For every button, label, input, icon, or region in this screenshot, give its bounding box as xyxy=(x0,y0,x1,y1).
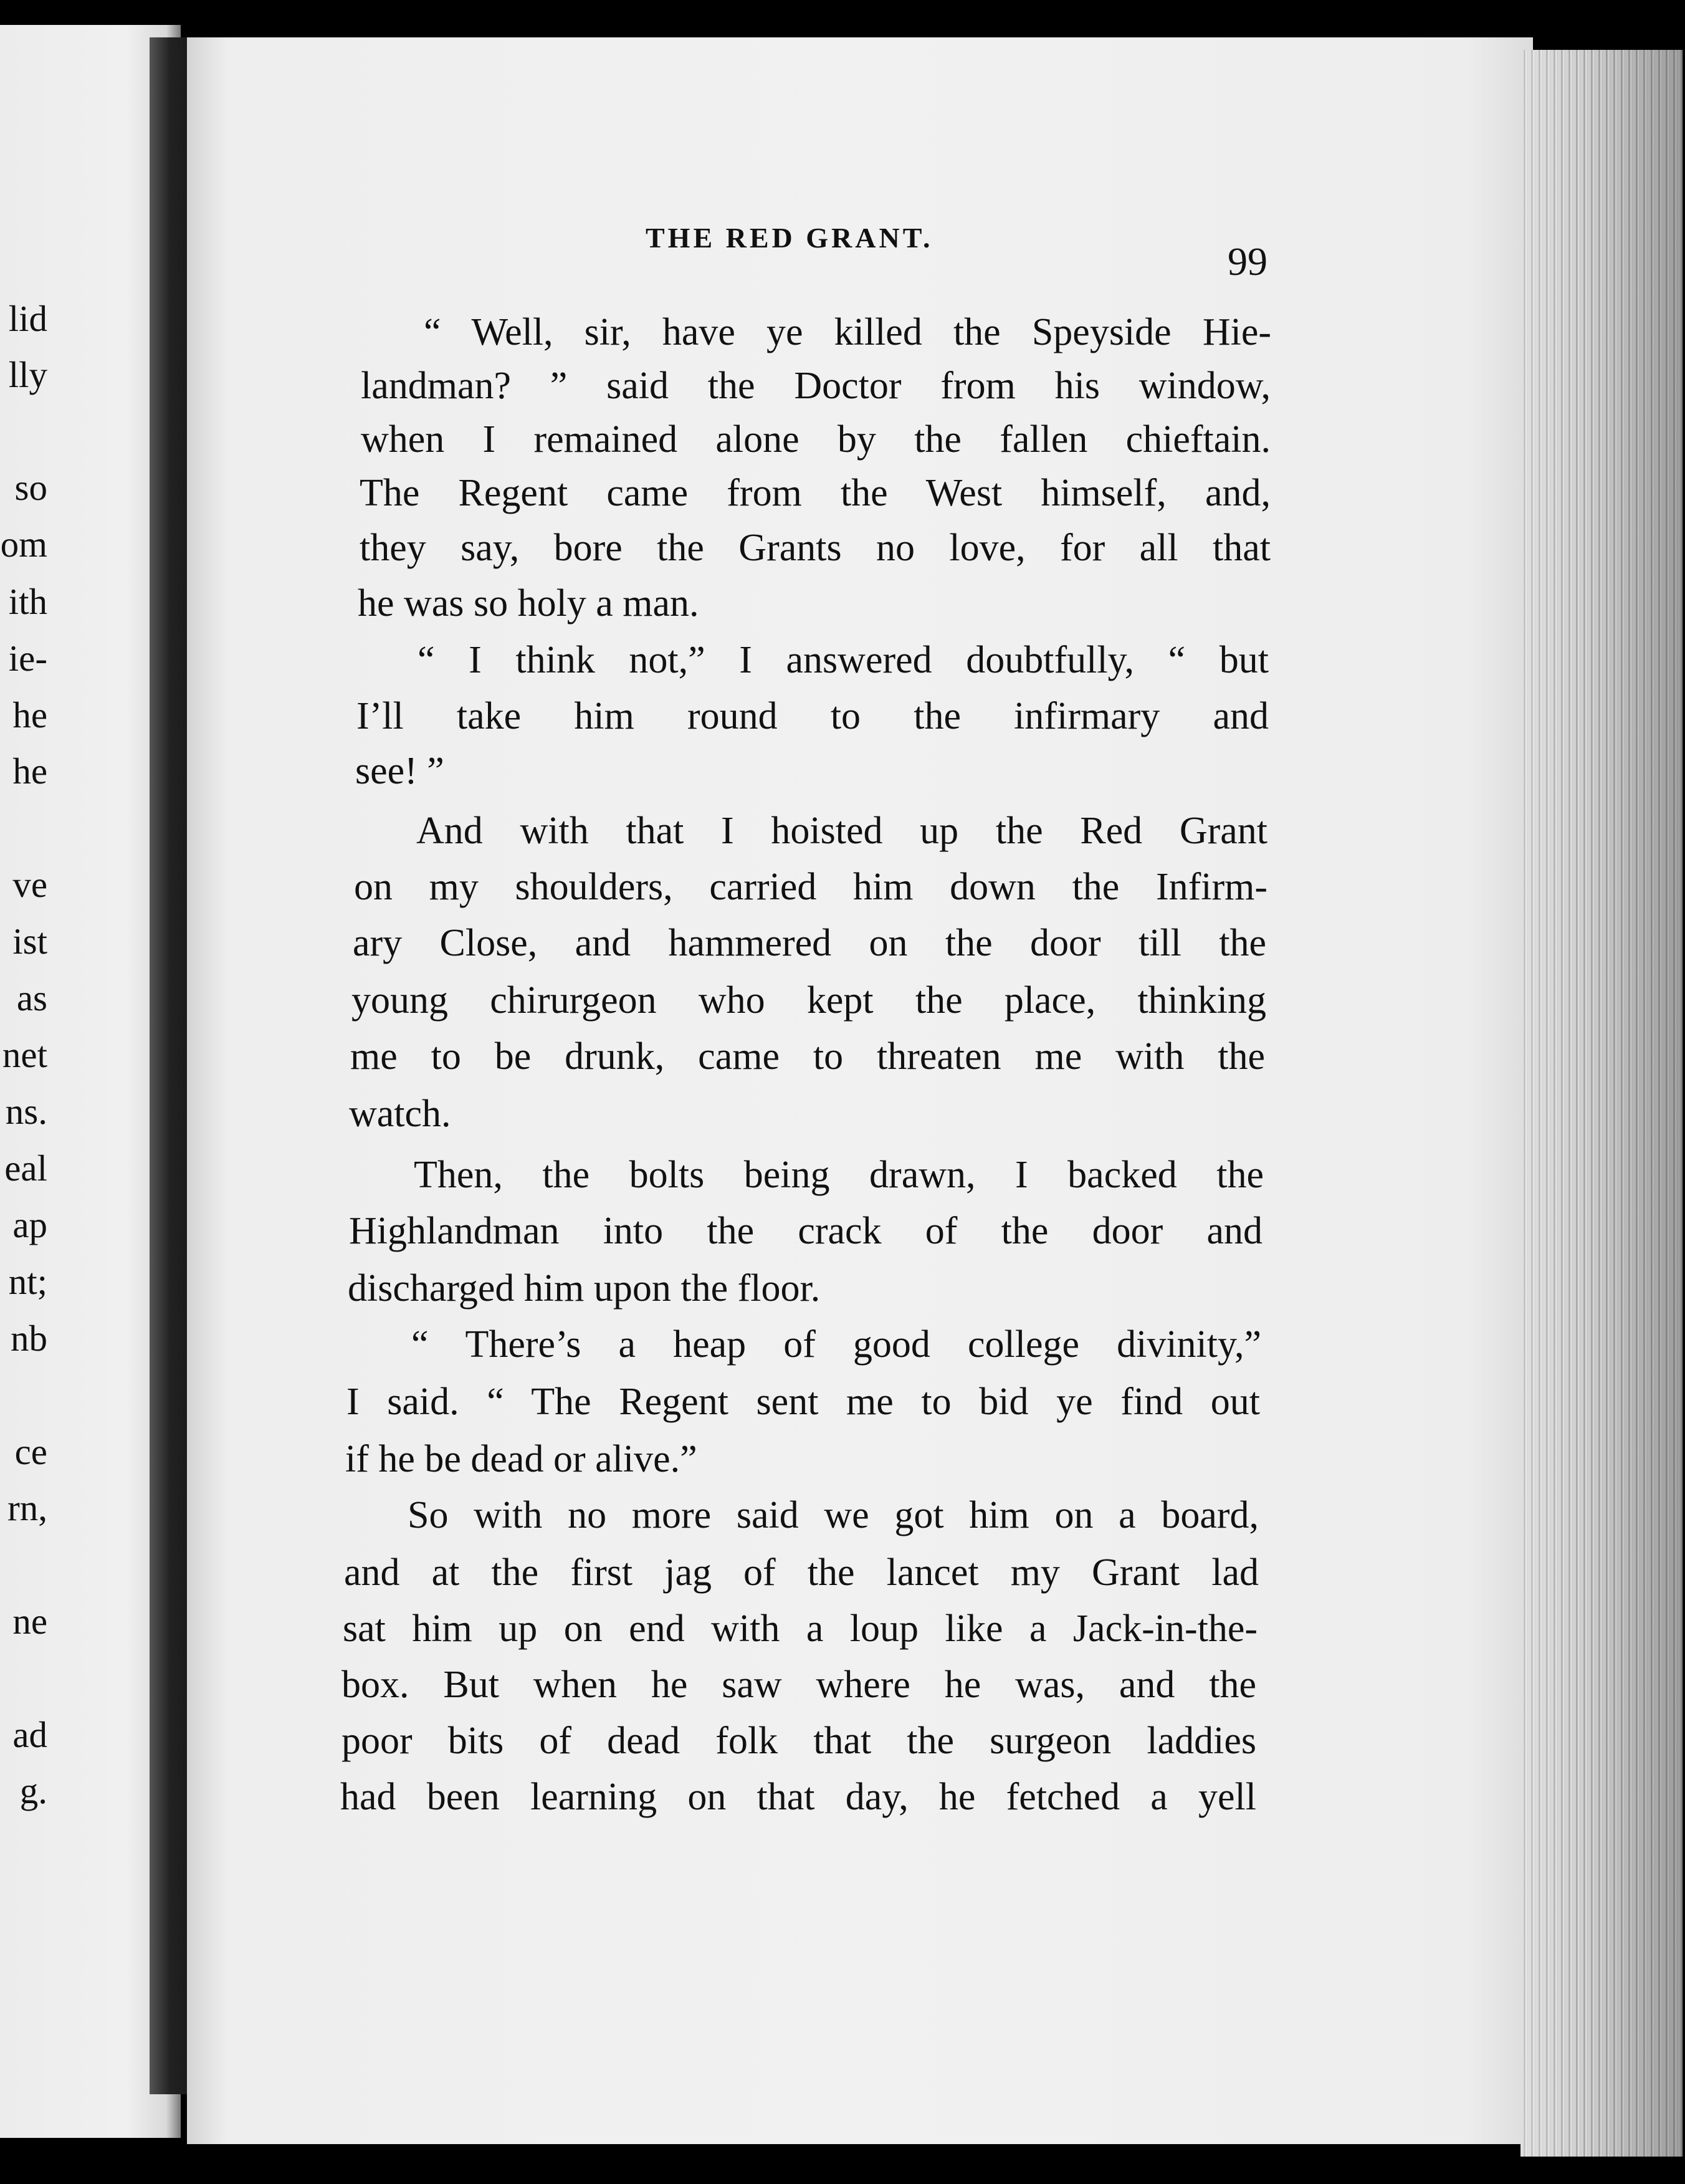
text-line: “ There’s a heap of good college divinity,” xyxy=(411,1323,1261,1366)
text-line: Highlandman into the crack of the door and xyxy=(349,1210,1263,1252)
text-line: “ I think not,” I answered doubtfully, “ but xyxy=(418,639,1269,681)
left-text-fragment: net xyxy=(2,1034,47,1075)
left-text-fragment: ce xyxy=(14,1431,47,1472)
left-text-fragment: g. xyxy=(19,1770,47,1811)
left-text-fragment: he xyxy=(12,750,47,792)
left-text-fragment: rn, xyxy=(7,1487,47,1528)
left-text-fragment: lid xyxy=(8,298,47,339)
page-edges-shade xyxy=(1520,50,1683,2157)
left-text-fragment: nb xyxy=(11,1318,47,1359)
left-text-fragment: ns. xyxy=(5,1091,47,1132)
text-line: So with no more said we got him on a board, xyxy=(408,1494,1259,1536)
text-line: discharged him upon the floor. xyxy=(348,1267,821,1310)
text-line: Then, the bolts being drawn, I backed the xyxy=(414,1154,1264,1196)
text-line: young chirurgeon who kept the place, thinking xyxy=(351,979,1266,1022)
text-line: ary Close, and hammered on the door till the xyxy=(353,922,1266,964)
left-text-fragment: ith xyxy=(8,581,47,622)
text-line: had been learning on that day, he fetched a yell xyxy=(340,1776,1256,1818)
text-line: if he be dead or alive.” xyxy=(345,1438,697,1480)
text-line: and at the first jag of the lancet my Grant lad xyxy=(344,1551,1259,1594)
text-line: “ Well, sir, have ye killed the Speyside Hie- xyxy=(424,311,1271,353)
page-number: 99 xyxy=(1228,239,1267,284)
text-line: landman? ” said the Doctor from his window, xyxy=(361,365,1271,407)
running-head: THE RED GRANT. xyxy=(646,222,933,254)
left-text-fragment: ie- xyxy=(8,638,47,679)
left-text-fragment: ap xyxy=(12,1204,47,1245)
left-text-fragment: lly xyxy=(8,354,47,395)
left-text-fragment: ne xyxy=(12,1601,47,1642)
text-line: on my shoulders, carried him down the Infirm- xyxy=(354,866,1267,908)
left-text-fragment: nt; xyxy=(8,1261,47,1302)
text-line: I said. “ The Regent sent me to bid ye find out xyxy=(346,1381,1260,1423)
text-line: box. But when he saw where he was, and the xyxy=(341,1664,1256,1706)
text-line: The Regent came from the West himself, and, xyxy=(360,472,1271,514)
text-line: they say, bore the Grants no love, for all that xyxy=(360,527,1271,569)
text-line: watch. xyxy=(349,1093,451,1135)
left-text-fragment: so xyxy=(14,467,47,508)
text-line: he was so holy a man. xyxy=(358,582,699,625)
left-text-fragment: as xyxy=(16,977,47,1018)
text-line: And with that I hoisted up the Red Grant xyxy=(416,810,1267,852)
left-text-fragment: ad xyxy=(12,1714,47,1755)
left-text-fragment: om xyxy=(0,524,47,565)
left-text-fragment: he xyxy=(12,694,47,735)
left-text-fragment: ve xyxy=(12,864,47,905)
text-line: me to be drunk, came to threaten me with the xyxy=(350,1035,1265,1078)
left-text-fragment: ist xyxy=(12,921,47,962)
right-page xyxy=(187,37,1533,2144)
text-line: sat him up on end with a loup like a Jack-in-the- xyxy=(343,1607,1258,1650)
text-line: see! ” xyxy=(355,750,444,792)
left-text-fragment: eal xyxy=(4,1147,47,1189)
text-line: I’ll take him round to the infirmary and xyxy=(356,695,1269,737)
text-line: poor bits of dead folk that the surgeon laddies xyxy=(341,1720,1256,1762)
text-line: when I remained alone by the fallen chieftain. xyxy=(361,418,1271,461)
